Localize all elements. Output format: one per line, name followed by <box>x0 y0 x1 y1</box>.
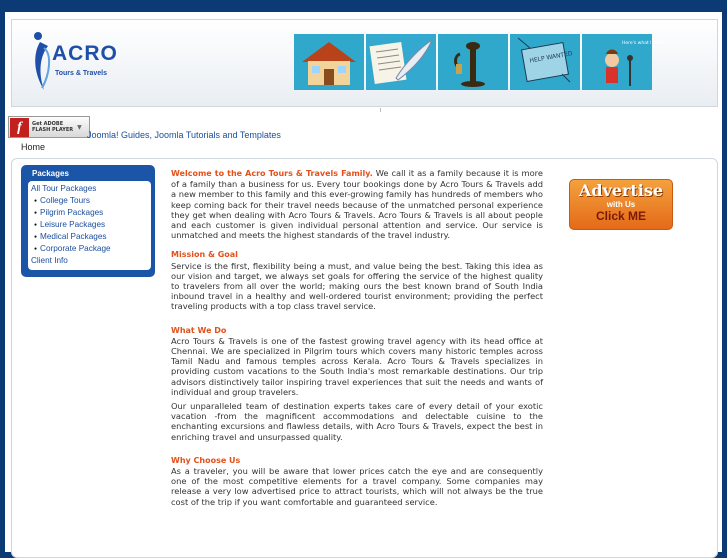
what-we-do-text-2: Our unparalleled team of destination experts takes care of every detail of your exotic vacation -from the magnificent accommodations and delectable cuisine to the enchanting excursions and flawless details, with Acro Tours & Travels, expect the best in enriching travel and unsurpassed quality. <box>171 401 543 442</box>
divider <box>380 108 381 112</box>
advertise-title: Advertise <box>578 181 664 200</box>
sidebar-item-pilgrim-packages[interactable]: ● Pilgrim Packages <box>31 207 148 219</box>
click-me-button[interactable]: Click ME <box>595 209 646 223</box>
packages-sidebar <box>21 165 155 277</box>
flash-icon: f <box>10 118 29 137</box>
house-image <box>294 34 364 90</box>
svg-text:HELP WANTED: HELP WANTED <box>529 50 574 65</box>
sidebar-title: Packages <box>32 169 69 178</box>
speaker-image <box>582 34 669 90</box>
help-wanted-image <box>510 34 580 90</box>
advertise-banner[interactable] <box>569 179 673 230</box>
telephone-image <box>438 34 508 90</box>
flash-label: Get ADOBE FLASH PLAYER <box>32 121 74 133</box>
get-flash-player-button[interactable] <box>8 116 90 138</box>
mission-text: Service is the first, flexibility being a must, and value being the best. Taking this idea as our vision and target, we always set goals for offering the service of the highest quality to travelers from all over the world; making ours the best known brand of South India inbound travel in a healthy and well-ordered tourist environment; providing the perfect traveling products with a top class travel service. <box>171 260 543 312</box>
main-article <box>171 168 543 507</box>
welcome-heading: Welcome to the Acro Tours & Travels Family. <box>171 169 373 178</box>
logo-title: ACRO <box>52 42 118 65</box>
why-choose-us-text: As a traveler, you will be aware that lower prices catch the eye and are consequently one of the most competitive elements for a travel company. Some companies may release a very low advertised price to attract tourists, which will not always be the true cost of the trip if you want comfortable and guaranteed service. <box>171 466 543 507</box>
welcome-text: We call it as a family because it is more of a family than a business for us. Every tour bookings done by Acro Tours & Travels add a new member to this family and this ever-growing family has hundreds of members who keep coming back for their travel needs because of the unmatched personal experience they get when dealing with Acro Tours & Travels. Acro Tours & Travels is all about people and each customer is given individual personal attention and service. Our service is unmatched and meets the highest standards of the travel industry. <box>171 168 543 241</box>
mission-heading: Mission & Goal <box>171 250 238 260</box>
packages-menu <box>28 181 151 270</box>
sidebar-item-corporate-package[interactable]: ● Corporate Package <box>31 243 148 255</box>
what-we-do-heading: What We Do <box>171 325 227 335</box>
joomla-guides-link[interactable]: Joomla! Guides, Joomla Tutorials and Templates <box>87 130 281 140</box>
breadcrumb-home[interactable]: Home <box>21 142 46 152</box>
what-we-do-text: Acro Tours & Travels is one of the fastest growing travel agency with its head office at Chennai. We are specialized in Pilgrim tours which covers many historic temples across Tamil Nadu and famous temples across Kerala. Acro Tours & Travels specializes in providing custom vacations to the South India's most remarkable destinations. Our trip advisors distinctively tailor inspiring travel experiences that suit the needs and wants of individual and group travelers. <box>171 335 543 397</box>
why-choose-us-heading: Why Choose Us <box>171 455 241 465</box>
sidebar-item-leisure-packages[interactable]: ● Leisure Packages <box>31 219 148 231</box>
header-banner <box>294 34 669 90</box>
sidebar-item-medical-packages[interactable]: ● Medical Packages <box>31 231 148 243</box>
page <box>5 12 722 552</box>
sidebar-item-client-info[interactable]: Client Info <box>31 256 68 265</box>
svg-text:Here's what I think...: Here's what I think... <box>622 41 669 46</box>
content-area <box>11 158 718 558</box>
sidebar-item-all-tour-packages[interactable]: All Tour Packages <box>31 184 97 193</box>
download-arrow-icon: ▼ <box>77 123 82 131</box>
quill-letter-image <box>366 34 436 90</box>
sidebar-item-college-tours[interactable]: ● College Tours <box>31 195 148 207</box>
logo-subtitle: Tours & Travels <box>55 70 108 77</box>
advertise-subtitle: with Us <box>606 200 636 209</box>
welcome-paragraph <box>171 168 543 240</box>
site-header <box>11 19 718 107</box>
